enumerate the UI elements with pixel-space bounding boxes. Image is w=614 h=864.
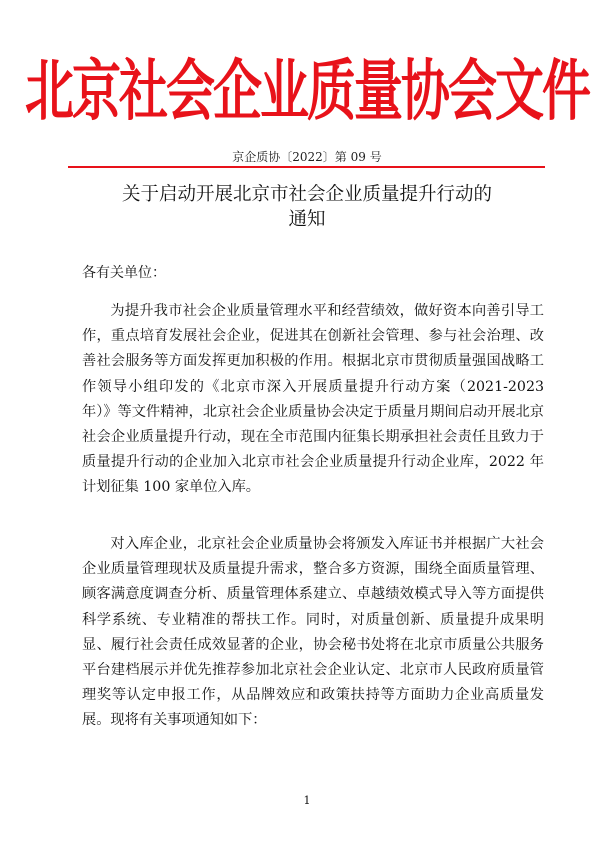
notice-title	[60, 182, 554, 232]
red-divider-line	[68, 166, 545, 168]
page-number: 1	[303, 794, 311, 807]
notice-title-line1: 关于启动开展北京市社会企业质量提升行动的	[121, 184, 492, 205]
notice-title-line2: 通知	[288, 209, 326, 230]
body-paragraph-1: 为提升我市社会企业质量管理水平和经营绩效，做好资本向善引导工作，重点培育发展社会企业，促进其在创新社会管理、参与社会治理、改善社会服务等方面发挥更加积极的作用。根据北京市贯彻质量强国战略工作领导小组印发的《北京市深入开展质量提升行动方案（2021-2023 年）》等文件精神，北京社会企业质量协会决定于质量月期间启动开展北京社会企业质量提升行动，现在全市范围内征集长期承担社会责任且致力于质量提升行动的企业加入北京市社会企业质量提升行动企业库，2022 年计划征集 100 家单位入库。	[82, 303, 544, 496]
org-header-title: 北京社会企业质量协会文件	[24, 52, 589, 130]
body-paragraph-2: 对入库企业，北京社会企业质量协会将颁发入库证书并根据广大社会企业质量管理现状及质量提升需求，整合多方资源，围绕全面质量管理、顾客满意度调查分析、质量管理体系建立、卓越绩效模式导入等方面提供科学系统、专业精准的帮扶工作。同时，对质量创新、质量提升成果明显、履行社会责任成效显著的企业，协会秘书处将在北京市质量公共服务平台建档展示并优先推荐参加北京社会企业认定、北京市人民政府质量管理奖等认定申报工作，从品牌效应和政策扶持等方面助力企业高质量发展。现将有关事项通知如下：	[82, 536, 544, 729]
salutation: 各有关单位：	[82, 265, 166, 281]
document-number: 京企质协〔2022〕第 09 号	[232, 150, 382, 164]
